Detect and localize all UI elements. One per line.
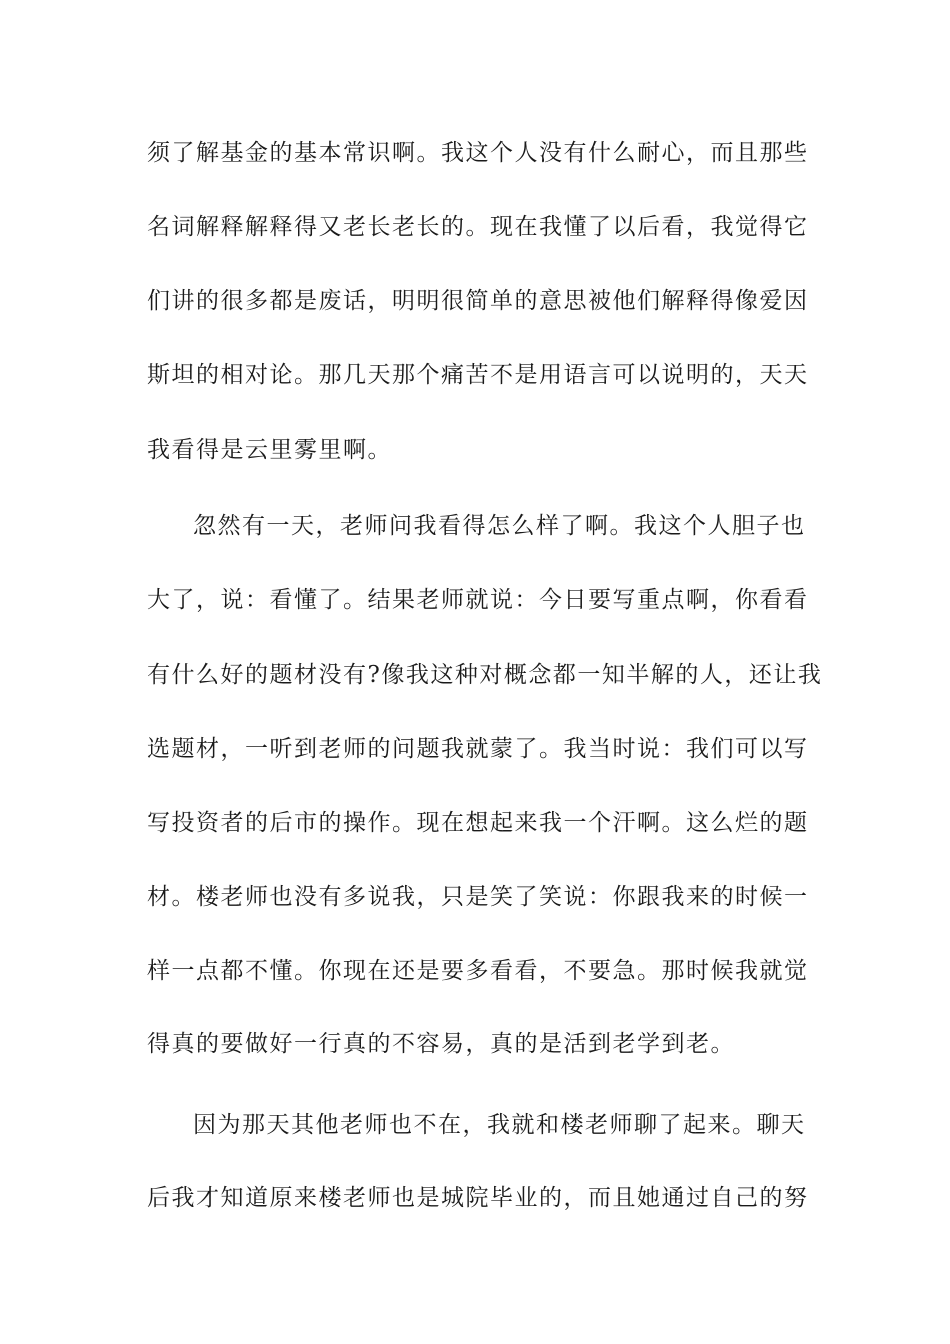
- text-line: 大了，说：看懂了。结果老师就说：今日要写重点啊，你看看: [147, 587, 809, 613]
- text-line: 斯坦的相对论。那几天那个痛苦不是用语言可以说明的，天天: [147, 362, 809, 388]
- paragraph-first-line: 因为那天其他老师也不在，我就和楼老师聊了起来。聊天: [193, 1112, 806, 1138]
- text-line: 样一点都不懂。你现在还是要多看看，不要急。那时候我就觉: [147, 958, 809, 984]
- paragraph-first-line: 忽然有一天，老师问我看得怎么样了啊。我这个人胆子也: [193, 513, 806, 539]
- text-line: 选题材，一听到老师的问题我就蒙了。我当时说：我们可以写: [147, 736, 809, 762]
- text-line: 须了解基金的基本常识啊。我这个人没有什么耐心，而且那些: [147, 140, 809, 166]
- text-line: 有什么好的题材没有?像我这种对概念都一知半解的人，还让我: [147, 662, 823, 688]
- text-line: 得真的要做好一行真的不容易，真的是活到老学到老。: [147, 1031, 735, 1057]
- text-line: 材。楼老师也没有多说我，只是笑了笑说：你跟我来的时候一: [147, 884, 809, 910]
- text-line: 名词解释解释得又老长老长的。现在我懂了以后看，我觉得它: [147, 214, 809, 240]
- text-line: 们讲的很多都是废话，明明很简单的意思被他们解释得像爱因: [147, 288, 809, 314]
- text-line: 写投资者的后市的操作。现在想起来我一个汗啊。这么烂的题: [147, 810, 809, 836]
- text-line: 后我才知道原来楼老师也是城院毕业的，而且她通过自己的努: [147, 1185, 809, 1211]
- text-line: 我看得是云里雾里啊。: [147, 437, 392, 463]
